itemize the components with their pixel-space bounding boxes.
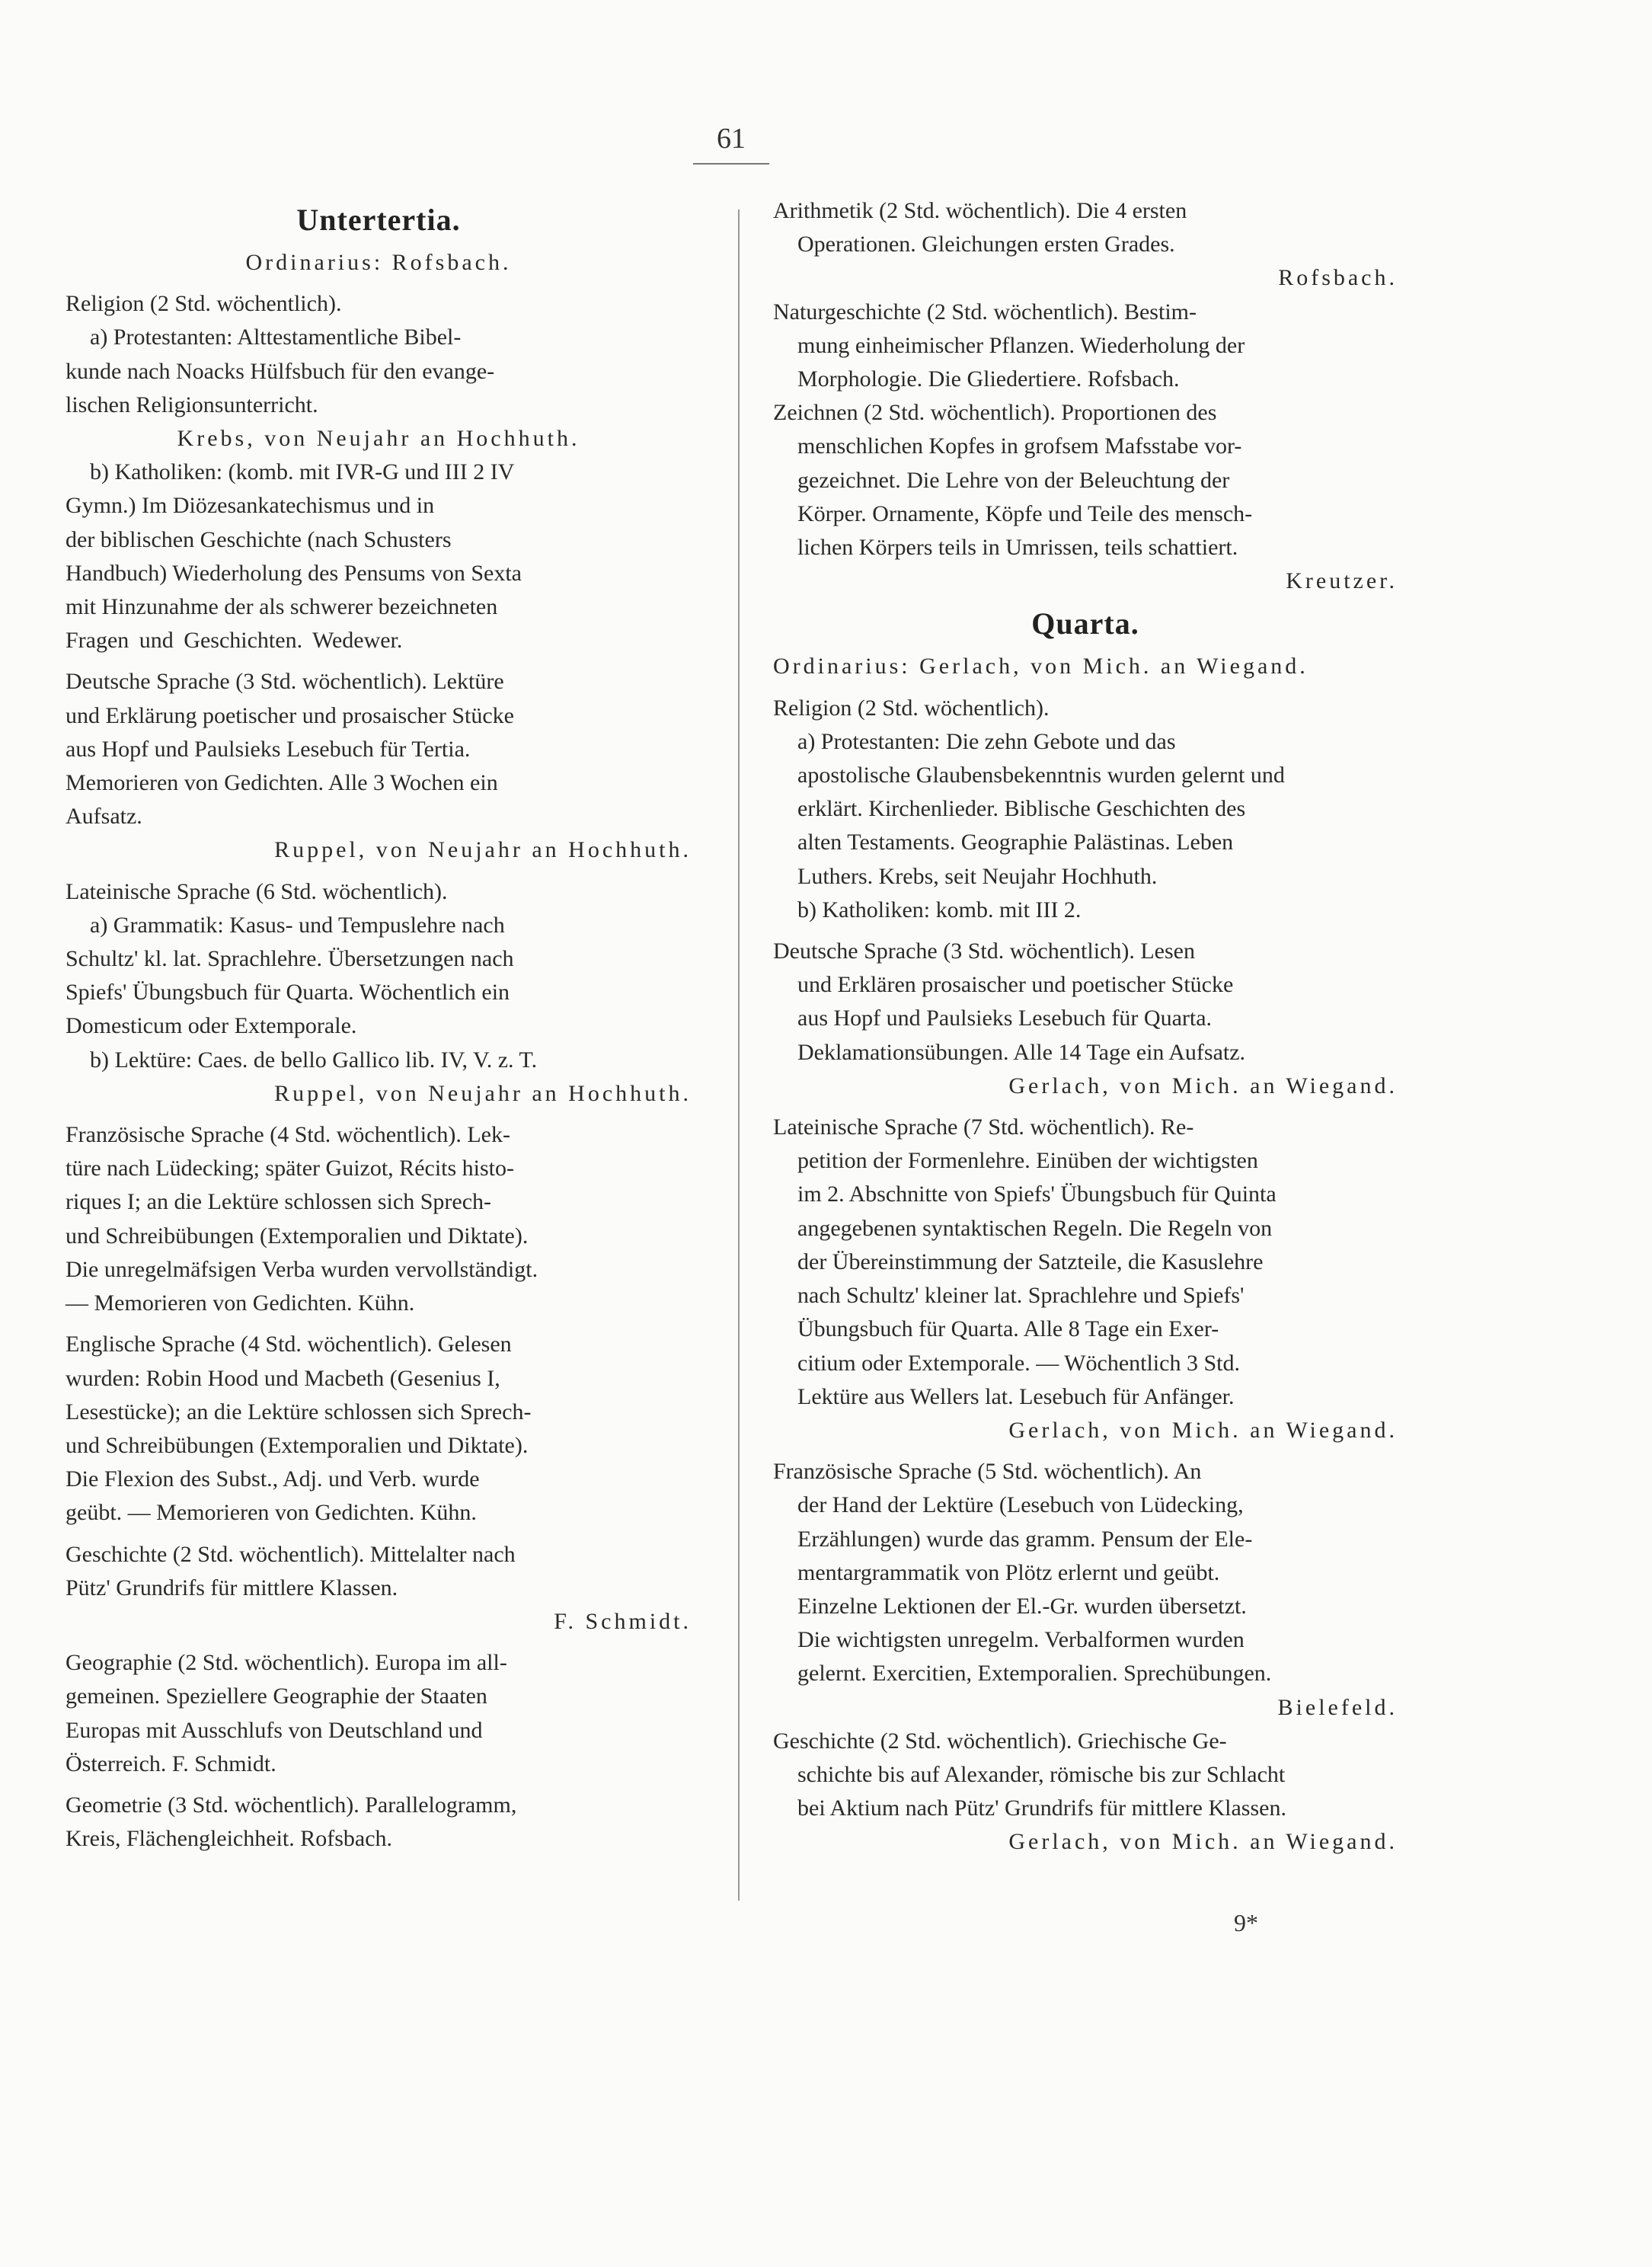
text-line: Arithmetik (2 Std. wöchentlich). Die 4 ersten bbox=[773, 198, 1187, 223]
text-line: nach Schultz' kleiner lat. Sprachlehre und Spiefs' bbox=[797, 1283, 1245, 1309]
text-line: Französische Sprache (5 Std. wöchentlich). An bbox=[773, 1459, 1202, 1485]
text-line: und Erklären prosaischer und poetischer Stücke bbox=[797, 972, 1234, 998]
text-line: Fragen und Geschichten. Wedewer. bbox=[66, 628, 403, 654]
text-line: erklärt. Kirchenlieder. Biblische Geschichten des bbox=[797, 796, 1246, 822]
text-line: und Schreibübungen (Extemporalien und Diktate). bbox=[66, 1432, 529, 1458]
text-line: Luthers. Krebs, seit Neujahr Hochhuth. bbox=[797, 863, 1158, 889]
text-line: Lateinische Sprache (6 Std. wöchentlich). bbox=[66, 878, 448, 904]
text-line: Aufsatz. bbox=[66, 804, 142, 830]
text-line: Französische Sprache (4 Std. wöchentlich). Lek- bbox=[66, 1122, 510, 1148]
text-line: apostolische Glaubensbekenntnis wurden gelernt und bbox=[797, 763, 1285, 788]
text-line: Pütz' Grundrifs für mittlere Klassen. bbox=[66, 1575, 398, 1600]
text-line: Geometrie (3 Std. wöchentlich). Parallelogramm, bbox=[66, 1792, 517, 1818]
text-line: Lektüre aus Wellers lat. Lesebuch für Anfänger. bbox=[797, 1383, 1235, 1409]
text-line: Lesestücke); an die Lektüre schlossen sich Sprech- bbox=[66, 1399, 532, 1424]
text-line: Domesticum oder Extemporale. bbox=[66, 1013, 357, 1039]
ordinarius-line: Ordinarius: Gerlach, von Mich. an Wiegand. bbox=[773, 654, 1308, 679]
text-line: türe nach Lüdecking; später Guizot, Récits histo- bbox=[66, 1156, 514, 1181]
text-line: schichte bis auf Alexander, römische bis zur Schlacht bbox=[797, 1761, 1286, 1787]
text-line: b) Katholiken: komb. mit III 2. bbox=[797, 897, 1082, 922]
text-line: kunde nach Noacks Hülfsbuch für den evange- bbox=[66, 358, 495, 384]
text-line: der biblischen Geschichte (nach Schusters bbox=[66, 526, 452, 552]
teacher-line: Krebs, von Neujahr an Hochhuth. bbox=[177, 426, 580, 452]
text-line: geübt. — Memorieren von Gedichten. Kühn. bbox=[66, 1500, 477, 1526]
page-number: 61 bbox=[717, 123, 746, 155]
text-line: Körper. Ornamente, Köpfe und Teile des mensch- bbox=[797, 500, 1253, 526]
text-line: Die Flexion des Subst., Adj. und Verb. wurde bbox=[66, 1466, 480, 1492]
text-line: der Hand der Lektüre (Lesebuch von Lüdecking, bbox=[797, 1492, 1244, 1518]
religion-title: Religion (2 Std. wöchentlich). bbox=[66, 291, 342, 317]
teacher-line: Bielefeld. bbox=[1277, 1694, 1398, 1720]
column-divider bbox=[738, 209, 740, 1901]
text-line: Operationen. Gleichungen ersten Grades. bbox=[797, 232, 1175, 257]
text-line: gezeichnet. Die Lehre von der Beleuchtung der bbox=[797, 467, 1230, 493]
text-line: Geographie (2 Std. wöchentlich). Europa im all- bbox=[66, 1650, 507, 1676]
right-column bbox=[773, 194, 1398, 1859]
teacher-line: Gerlach, von Mich. an Wiegand. bbox=[1008, 1417, 1398, 1443]
text-line: Memorieren von Gedichten. Alle 3 Wochen ein bbox=[66, 770, 498, 796]
text-line: Englische Sprache (4 Std. wöchentlich). Gelesen bbox=[66, 1332, 512, 1357]
text-line: mung einheimischer Pflanzen. Wiederholung der bbox=[797, 332, 1245, 358]
text-line: Schultz' kl. lat. Sprachlehre. Übersetzungen nach bbox=[66, 946, 514, 972]
text-line: Einzelne Lektionen der El.-Gr. wurden übersetzt. bbox=[797, 1593, 1247, 1619]
text-line: Die wichtigsten unregelm. Verbalformen wurden bbox=[797, 1627, 1245, 1653]
teacher-line: Ruppel, von Neujahr an Hochhuth. bbox=[274, 1080, 692, 1106]
text-line: b) Lektüre: Caes. de bello Gallico lib. IV, V. z. T. bbox=[90, 1047, 538, 1073]
text-line: Naturgeschichte (2 Std. wöchentlich). Bestim- bbox=[773, 299, 1197, 325]
text-line: — Memorieren von Gedichten. Kühn. bbox=[66, 1290, 415, 1316]
text-line: citium oder Extemporale. — Wöchentlich 3 Std. bbox=[797, 1350, 1240, 1376]
text-line: mit Hinzunahme der als schwerer bezeichneten bbox=[66, 594, 498, 620]
text-line: Deutsche Sprache (3 Std. wöchentlich). Lesen bbox=[773, 938, 1195, 964]
text-line: Geschichte (2 Std. wöchentlich). Mittelalter nach bbox=[66, 1541, 516, 1567]
teacher-line: Gerlach, von Mich. an Wiegand. bbox=[1008, 1073, 1398, 1098]
text-line: Europas mit Ausschlufs von Deutschland und bbox=[66, 1717, 483, 1743]
teacher-line: Rofsbach. bbox=[1278, 265, 1398, 291]
page-number-rule bbox=[693, 163, 769, 165]
left-column bbox=[66, 194, 692, 1856]
text-line: gelernt. Exercitien, Extemporalien. Sprechübungen. bbox=[797, 1661, 1272, 1687]
text-line: a) Protestanten: Die zehn Gebote und das bbox=[797, 728, 1176, 754]
text-line: Deklamationsübungen. Alle 14 Tage ein Aufsatz. bbox=[797, 1039, 1246, 1065]
text-line: im 2. Abschnitte von Spiefs' Übungsbuch für Quinta bbox=[797, 1181, 1277, 1207]
text-line: Spiefs' Übungsbuch für Quarta. Wöchentlich ein bbox=[66, 980, 510, 1006]
text-line: Übungsbuch für Quarta. Alle 8 Tage ein Exer- bbox=[797, 1316, 1219, 1342]
text-line: aus Hopf und Paulsieks Lesebuch für Quarta. bbox=[797, 1006, 1213, 1031]
text-line: Kreis, Flächengleichheit. Rofsbach. bbox=[66, 1826, 393, 1852]
text-line: a) Grammatik: Kasus- und Tempuslehre nach bbox=[90, 912, 505, 938]
text-line: lichen Körpers teils in Umrissen, teils schattiert. bbox=[797, 535, 1238, 561]
text-line: gemeinen. Speziellere Geographie der Staaten bbox=[66, 1683, 487, 1709]
text-line: aus Hopf und Paulsieks Lesebuch für Tertia. bbox=[66, 736, 471, 762]
teacher-line: Kreutzer. bbox=[1286, 568, 1398, 594]
text-line: a) Protestanten: Alttestamentliche Bibel- bbox=[90, 325, 462, 350]
text-line: Geschichte (2 Std. wöchentlich). Griechische Ge- bbox=[773, 1728, 1227, 1754]
text-line: riques I; an die Lektüre schlossen sich Sprech- bbox=[66, 1189, 491, 1215]
text-line: bei Aktium nach Pütz' Grundrifs für mittlere Klassen. bbox=[797, 1795, 1286, 1821]
text-line: Morphologie. Die Gliedertiere. Rofsbach. bbox=[797, 366, 1180, 392]
text-line: alten Testaments. Geographie Palästinas. Leben bbox=[797, 830, 1234, 855]
teacher-line: Gerlach, von Mich. an Wiegand. bbox=[1008, 1829, 1398, 1855]
text-line: Lateinische Sprache (7 Std. wöchentlich). Re- bbox=[773, 1114, 1194, 1140]
text-line: Zeichnen (2 Std. wöchentlich). Proportionen des bbox=[773, 400, 1217, 426]
text-line: wurden: Robin Hood und Macbeth (Gesenius I, bbox=[66, 1365, 500, 1391]
text-line: angegebenen syntaktischen Regeln. Die Regeln von bbox=[797, 1215, 1273, 1241]
text-line: der Übereinstimmung der Satzteile, die Kasuslehre bbox=[797, 1249, 1264, 1274]
text-line: Deutsche Sprache (3 Std. wöchentlich). Lektüre bbox=[66, 669, 504, 695]
section-heading-untertertia: Untertertia. bbox=[296, 203, 461, 237]
text-line: und Schreibübungen (Extemporalien und Diktate). bbox=[66, 1223, 529, 1249]
text-line: menschlichen Kopfes in grofsem Mafsstabe vor- bbox=[797, 433, 1242, 459]
religion-title: Religion (2 Std. wöchentlich). bbox=[773, 695, 1050, 721]
text-line: mentargrammatik von Plötz erlernt und geübt. bbox=[797, 1559, 1220, 1585]
text-line: Österreich. F. Schmidt. bbox=[66, 1751, 276, 1776]
text-line: und Erklärung poetischer und prosaischer Stücke bbox=[66, 702, 514, 728]
text-line: b) Katholiken: (komb. mit IVR-G und III 2 IV bbox=[90, 459, 515, 485]
teacher-line: Ruppel, von Neujahr an Hochhuth. bbox=[274, 837, 692, 863]
teacher-line: F. Schmidt. bbox=[554, 1608, 692, 1634]
text-line: Erzählungen) wurde das gramm. Pensum der Ele- bbox=[797, 1526, 1253, 1552]
text-line: Handbuch) Wiederholung des Pensums von Sexta bbox=[66, 560, 522, 586]
section-heading-quarta: Quarta. bbox=[1031, 606, 1139, 641]
text-line: lischen Religionsunterricht. bbox=[66, 392, 318, 417]
text-line: petition der Formenlehre. Einüben der wichtigsten bbox=[797, 1148, 1258, 1174]
ordinarius-line: Ordinarius: Rofsbach. bbox=[245, 250, 512, 275]
text-line: Gymn.) Im Diözesankatechismus und in bbox=[66, 493, 435, 519]
signature-mark: 9* bbox=[1234, 1909, 1258, 1936]
text-line: Die unregelmäfsigen Verba wurden vervollständigt. bbox=[66, 1256, 538, 1282]
